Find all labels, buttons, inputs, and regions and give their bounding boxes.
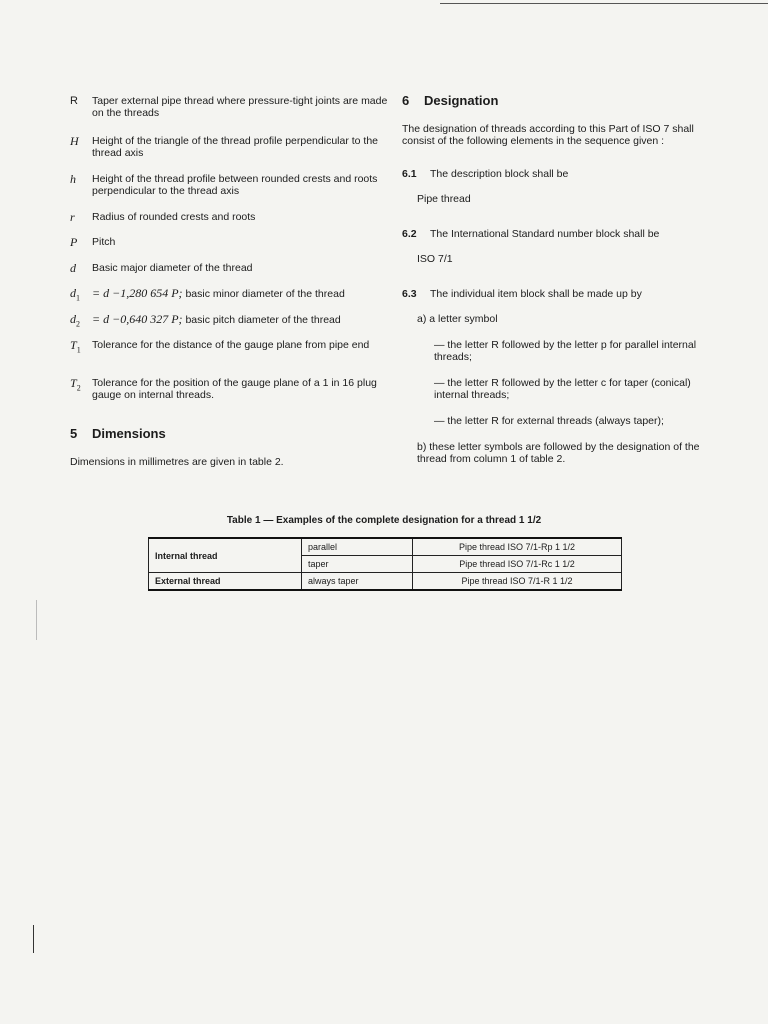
clause-6-2: 6.2 The International Standard number block shall be: [402, 228, 660, 240]
table-cell: Pipe thread ISO 7/1-Rp 1 1/2: [413, 538, 622, 556]
symbol-row-R: [70, 95, 390, 119]
scan-mark: [33, 925, 34, 953]
symbol-row-T2: [70, 377, 390, 401]
scan-mark: [36, 600, 37, 640]
clause-6-2-value: ISO 7/1: [417, 253, 453, 265]
table-cell: taper: [302, 556, 413, 573]
top-rule: [440, 3, 768, 4]
symbol-description: Tolerance for the position of the gauge plane of a 1 in 16 plug gauge on internal threads.: [92, 377, 377, 401]
symbol-description: = d −1,280 654 P; basic minor diameter of the thread: [92, 286, 345, 300]
symbol: h: [70, 172, 76, 186]
symbol: $T_2$: [70, 376, 81, 393]
dash-item: — the letter R followed by the letter c for taper (conical) internal threads;: [434, 377, 691, 401]
symbol: d: [70, 261, 76, 275]
symbol: $d_1$: [70, 286, 80, 303]
section-heading-dimensions: 5 Dimensions: [70, 426, 166, 441]
symbol: H: [70, 134, 79, 148]
section-heading-designation: 6 Designation: [402, 93, 499, 108]
table-row: [149, 573, 622, 591]
dash-item: — the letter R followed by the letter p for parallel internal threads;: [434, 339, 697, 363]
symbol-description: Basic major diameter of the thread: [92, 262, 253, 274]
table-cell: Internal thread: [149, 538, 302, 573]
dimensions-text: Dimensions in millimetres are given in table 2.: [70, 456, 284, 468]
symbol: r: [70, 210, 75, 224]
symbol-description: Radius of rounded crests and roots: [92, 211, 256, 223]
clause-6-1-value: Pipe thread: [417, 193, 471, 205]
designation-table: [148, 537, 622, 591]
clause-6-3: 6.3 The individual item block shall be made up by: [402, 288, 642, 300]
table-cell: External thread: [149, 573, 302, 591]
designation-intro: The designation of threads according to this Part of ISO 7 shall consist of the following elements in the sequence given :: [402, 123, 694, 147]
table-cell: Pipe thread ISO 7/1-R 1 1/2: [413, 573, 622, 591]
symbol-row-h: [70, 173, 390, 197]
symbol-description: Pitch: [92, 236, 116, 248]
symbol-row-d1: [70, 287, 390, 304]
symbol: $d_2$: [70, 312, 80, 329]
symbol-description: = d −0,640 327 P; basic pitch diameter of the thread: [92, 312, 341, 326]
clause-6-3-a: a) a letter symbol: [417, 313, 498, 325]
symbol: $T_1$: [70, 338, 81, 355]
symbol-row-r: [70, 211, 390, 223]
symbol: R: [70, 95, 78, 107]
symbol-row-d: [70, 262, 390, 274]
table-caption: Table 1 — Examples of the complete designation for a thread 1 1/2: [226, 515, 542, 526]
symbol: P: [70, 235, 78, 249]
symbol-row-d2: [70, 313, 390, 330]
symbol-description: Tolerance for the distance of the gauge plane from pipe end: [92, 339, 370, 351]
formula: = d −1,280 654 P;: [92, 286, 183, 300]
dash-item: — the letter R for external threads (always taper);: [434, 415, 664, 427]
table-cell: always taper: [302, 573, 413, 591]
clause-6-3-b: b) these letter symbols are followed by the designation of the thread from column 1 of table 2.: [417, 441, 700, 465]
symbol-description: Height of the thread profile between rounded crests and roots perpendicular to the thread axis: [92, 173, 378, 197]
table-row: [149, 538, 622, 556]
symbol-description: Height of the triangle of the thread profile perpendicular to the thread axis: [92, 135, 379, 159]
clause-6-1: 6.1 The description block shall be: [402, 168, 569, 180]
table-cell: parallel: [302, 538, 413, 556]
symbol-description: Taper external pipe thread where pressure-tight joints are made on the threads: [92, 95, 388, 119]
symbol-row-H: [70, 135, 390, 159]
table-cell: Pipe thread ISO 7/1-Rc 1 1/2: [413, 556, 622, 573]
symbol-row-P: [70, 236, 390, 248]
symbol-row-T1: [70, 339, 390, 356]
formula: = d −0,640 327 P;: [92, 312, 183, 326]
